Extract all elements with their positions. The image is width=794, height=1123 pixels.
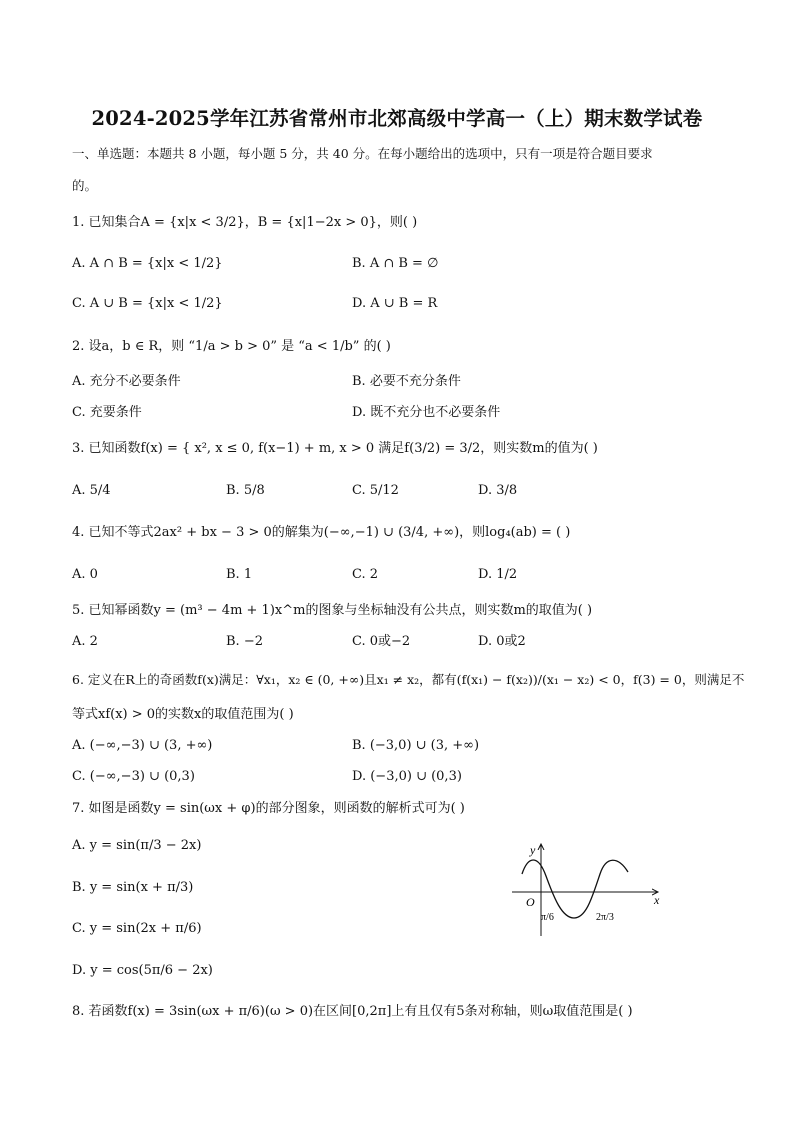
tick-2pi-over-3: 2π/3 bbox=[596, 912, 614, 923]
q8-stem: 8. 若函数f(x) = 3sin(ωx + π/6)(ω > 0)在区间[0,2π]上有且仅有5条对称轴，则ω取值范围是( ) bbox=[72, 1004, 633, 1019]
q4-stem: 4. 已知不等式2ax² + bx − 3 > 0的解集为(−∞,−1) ∪ (3/4, +∞)，则log₄(ab) = ( ) bbox=[72, 525, 571, 540]
tick-pi-over-6: π/6 bbox=[541, 912, 554, 923]
q4-option-c: C. 2 bbox=[352, 567, 379, 582]
q1-option-d: D. A ∪ B = R bbox=[352, 296, 438, 311]
q3-option-d: D. 3/8 bbox=[478, 483, 518, 498]
x-axis-label: x bbox=[654, 893, 660, 907]
sine-graph-figure bbox=[508, 840, 666, 940]
q5-option-a: A. 2 bbox=[72, 634, 98, 649]
q3-option-c: C. 5/12 bbox=[352, 483, 399, 498]
q3-option-b: B. 5/8 bbox=[226, 483, 265, 498]
q4-option-d: D. 1/2 bbox=[478, 567, 518, 582]
q2-stem: 2. 设a，b ∈ R，则 “1/a > b > 0” 是 “a < 1/b” 的( ) bbox=[72, 339, 391, 354]
q7-option-b: B. y = sin(x + π/3) bbox=[72, 880, 194, 895]
q5-option-d: D. 0或2 bbox=[478, 634, 526, 649]
q7-option-a: A. y = sin(π/3 − 2x) bbox=[72, 838, 202, 853]
q6-option-a: A. (−∞,−3) ∪ (3, +∞) bbox=[72, 738, 213, 753]
q5-option-c: C. 0或−2 bbox=[352, 634, 411, 649]
q5-stem: 5. 已知幂函数y = (m³ − 4m + 1)x^m的图象与坐标轴没有公共点，则实数m的取值为( ) bbox=[72, 603, 593, 618]
q6-stem: 6. 定义在R上的奇函数f(x)满足：∀x₁，x₂ ∈ (0, +∞)且x₁ ≠ x₂，都有(f(x₁) − f(x₂))/(x₁ − x₂) < 0，f(3) = 0，则满足不 bbox=[72, 672, 745, 687]
q2-option-c: C. 充要条件 bbox=[72, 405, 142, 420]
q3-stem: 3. 已知函数f(x) = { x², x ≤ 0, f(x−1) + m, x > 0 满足f(3/2) = 3/2，则实数m的值为( ) bbox=[72, 441, 598, 456]
q6-option-b: B. (−3,0) ∪ (3, +∞) bbox=[352, 738, 480, 753]
q1-stem: 1. 已知集合A = {x|x < 3/2}，B = {x|1−2x > 0}，则( ) bbox=[72, 215, 418, 230]
q4-option-b: B. 1 bbox=[226, 567, 253, 582]
origin-label: O bbox=[526, 895, 535, 909]
q7-option-c: C. y = sin(2x + π/6) bbox=[72, 921, 202, 936]
q2-option-d: D. 既不充分也不必要条件 bbox=[352, 405, 501, 420]
section-heading-line1: 一、单选题：本题共 8 小题，每小题 5 分，共 40 分。在每小题给出的选项中，只有一项是符合题目要求 bbox=[72, 146, 653, 161]
q6-stem-line2: 等式xf(x) > 0的实数x的取值范围为( ) bbox=[72, 707, 294, 722]
q6-option-c: C. (−∞,−3) ∪ (0,3) bbox=[72, 769, 195, 784]
q7-option-d: D. y = cos(5π/6 − 2x) bbox=[72, 963, 213, 978]
exam-title: 2024-2025学年江苏省常州市北郊高级中学高一（上）期末数学试卷 bbox=[91, 107, 703, 130]
sine-curve bbox=[522, 860, 628, 918]
q2-option-a: A. 充分不必要条件 bbox=[72, 374, 181, 389]
q2-option-b: B. 必要不充分条件 bbox=[352, 374, 461, 389]
q1-option-a: A. A ∩ B = {x|x < 1/2} bbox=[72, 256, 223, 271]
q1-option-c: C. A ∪ B = {x|x < 1/2} bbox=[72, 296, 223, 311]
section-heading-line2: 的。 bbox=[72, 178, 98, 193]
q7-stem: 7. 如图是函数y = sin(ωx + φ)的部分图象，则函数的解析式可为( ) bbox=[72, 801, 465, 816]
q3-option-a: A. 5/4 bbox=[72, 483, 111, 498]
q1-option-b: B. A ∩ B = ∅ bbox=[352, 256, 439, 271]
q4-option-a: A. 0 bbox=[72, 567, 98, 582]
q5-option-b: B. −2 bbox=[226, 634, 263, 649]
y-axis-label: y bbox=[530, 843, 536, 857]
q6-option-d: D. (−3,0) ∪ (0,3) bbox=[352, 769, 462, 784]
